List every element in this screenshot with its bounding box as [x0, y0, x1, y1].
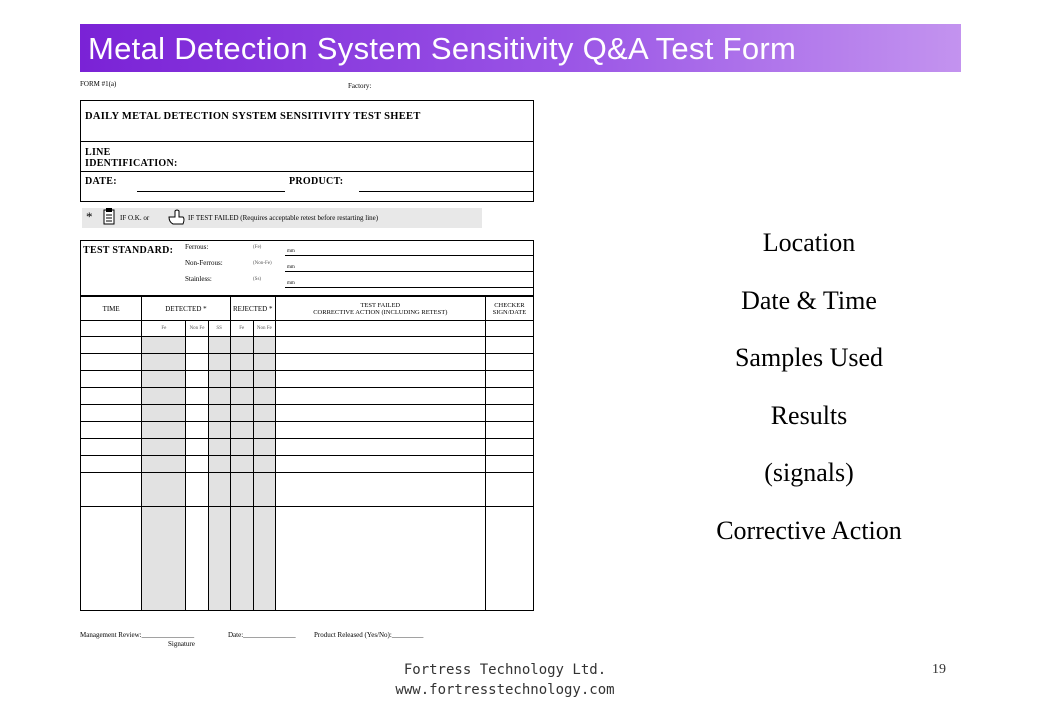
- test-standard-box: [80, 240, 534, 296]
- factory-label: Factory:: [348, 82, 372, 90]
- legend-ok: IF O.K. or: [120, 214, 150, 222]
- table-row: [81, 507, 534, 611]
- legend-box: [82, 208, 482, 228]
- line-id-label: LINE IDENTIFICATION:: [85, 147, 178, 169]
- mgmt-review: Management Review:_______________: [80, 631, 195, 639]
- table-row: [81, 473, 534, 507]
- unit-mm-3: mm: [287, 281, 295, 286]
- detected-sub-nonfe: Non Fe: [186, 321, 208, 337]
- size-nfe: (Non-Fe): [253, 261, 272, 266]
- table-row: [81, 371, 534, 388]
- mgmt-date: Date:_______________: [228, 631, 296, 639]
- table-row: [81, 405, 534, 422]
- test-log-table: [80, 296, 534, 611]
- table-row: [81, 422, 534, 439]
- summary-item: Corrective Action: [716, 515, 902, 545]
- mgmt-signature: Signature: [168, 640, 195, 648]
- clipboard-icon: [102, 208, 118, 226]
- slide-title: Metal Detection System Sensitivity Q&A Test Form: [80, 24, 961, 72]
- summary-item: (signals): [764, 458, 854, 487]
- test-form-image: [78, 78, 538, 653]
- test-standard-label: TEST STANDARD:: [83, 245, 174, 256]
- rejected-sub-nonfe: Non Fe: [253, 321, 275, 337]
- size-ss: (Ss): [253, 277, 262, 282]
- unit-mm-2: mm: [287, 265, 295, 270]
- table-row: [81, 388, 534, 405]
- table-row: [81, 456, 534, 473]
- product-label: PRODUCT:: [289, 176, 344, 187]
- stainless-label: Stainless:: [185, 275, 212, 283]
- col-rejected: REJECTED *: [230, 297, 275, 321]
- table-row: [81, 337, 534, 354]
- footer: [360, 660, 650, 700]
- summary-list: [690, 222, 928, 567]
- col-checker: CHECKER SIGN/DATE: [485, 297, 533, 321]
- mgmt-released: Product Released (Yes/No):_________: [314, 631, 424, 639]
- col-detected: DETECTED *: [142, 297, 230, 321]
- summary-item: Date & Time: [741, 285, 877, 315]
- table-row: [81, 354, 534, 371]
- sheet-title: DAILY METAL DETECTION SYSTEM SENSITIVITY TEST SHEET: [85, 111, 421, 122]
- col-test-failed: TEST FAILED CORRECTIVE ACTION (INCLUDING RETEST): [275, 297, 485, 321]
- date-label: DATE:: [85, 176, 117, 187]
- hand-pointer-icon: [166, 208, 186, 226]
- col-time: TIME: [81, 297, 142, 321]
- legend-star: *: [86, 209, 93, 224]
- summary-item: Results: [770, 400, 848, 430]
- summary-item: Location: [762, 228, 856, 257]
- header-box: [80, 100, 534, 202]
- table-row: [81, 439, 534, 456]
- size-fe: (Fe): [253, 245, 262, 250]
- rejected-sub-fe: Fe: [230, 321, 253, 337]
- detected-sub-ss: SS: [208, 321, 230, 337]
- footer-company: Fortress Technology Ltd.: [403, 662, 607, 678]
- ferrous-label: Ferrous:: [185, 243, 209, 251]
- form-id: FORM #1(a): [80, 80, 117, 88]
- legend-failed: IF TEST FAILED (Requires acceptable retest before restarting line): [188, 214, 379, 222]
- footer-url: www.fortresstechnology.com: [395, 682, 615, 698]
- summary-item: Samples Used: [734, 343, 884, 372]
- detected-sub-fe: Fe: [142, 321, 186, 337]
- page-number: 19: [932, 662, 946, 677]
- unit-mm-1: mm: [287, 249, 295, 254]
- nonferrous-label: Non-Ferrous:: [185, 259, 223, 267]
